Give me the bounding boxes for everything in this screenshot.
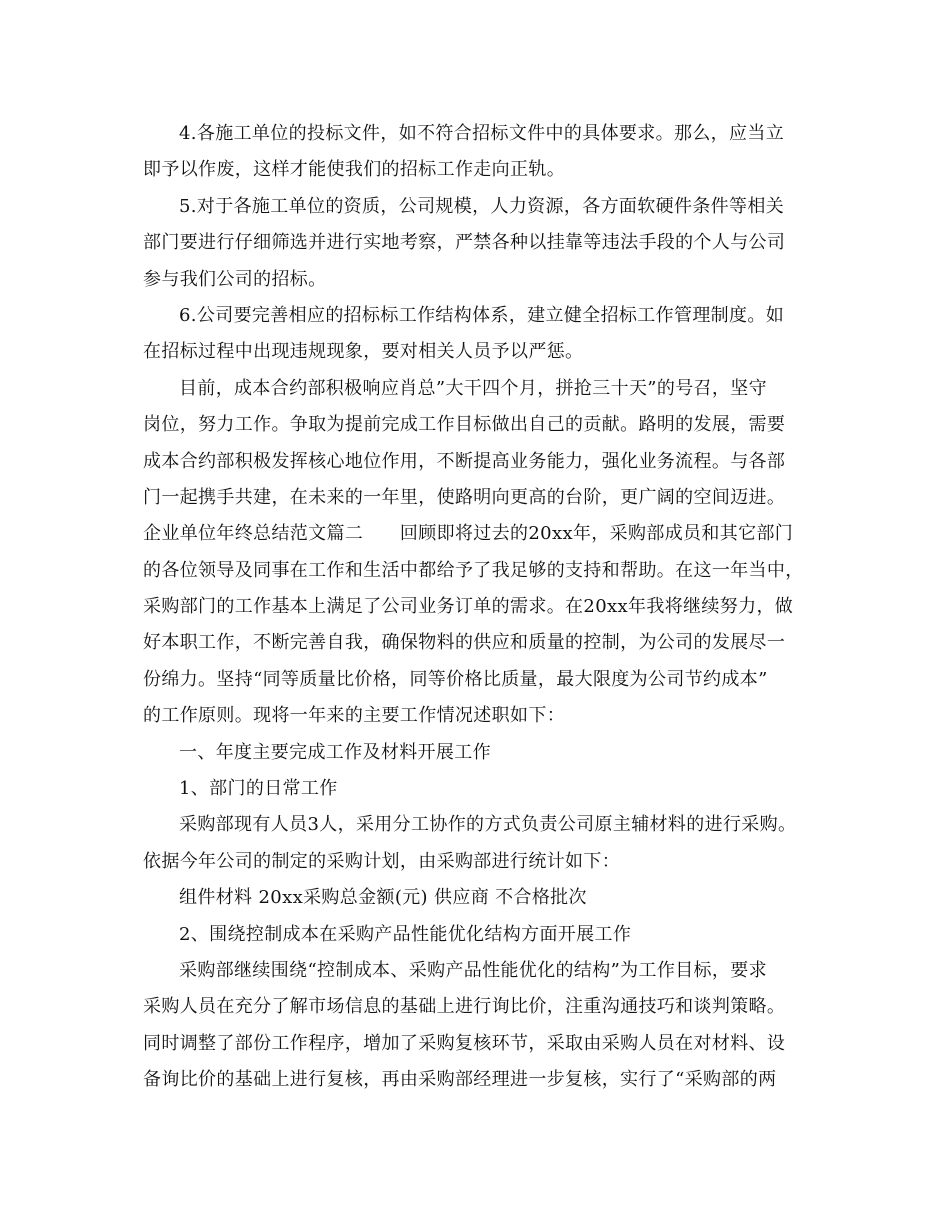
paragraph-line: 好本职工作，不断完善自我，确保物料的供应和质量的控制，为公司的发展尽一 xyxy=(143,632,786,654)
paragraph-line: 门一起携手共建，在未来的一年里，使路明向更高的台阶，更广阔的空间迈进。 xyxy=(143,486,786,508)
paragraph-line: 参与我们公司的招标。 xyxy=(143,268,327,290)
subheading-line: 1、部门的日常工作 xyxy=(179,778,338,800)
paragraph-line: 的各位领导及同事在工作和生活中都给予了我足够的支持和帮助。在这一年当中， xyxy=(143,559,804,581)
paragraph-line: 4.各施工单位的投标文件，如不符合招标文件中的具体要求。那么，应当立 xyxy=(179,123,785,144)
paragraph-line: 份绵力。坚持“同等质量比价格，同等价格比质量，最大限度为公司节约成本” xyxy=(143,668,768,690)
paragraph-line: 采购部继续围绕“控制成本、采购产品性能优化的结构”为工作目标，要求 xyxy=(179,959,767,981)
paragraph-line: 6.公司要完善相应的招标标工作结构体系，建立健全招标工作管理制度。如 xyxy=(179,304,785,326)
paragraph-line: 同时调整了部份工作程序，增加了采购复核环节，采取由采购人员在对材料、设 xyxy=(143,1032,786,1054)
paragraph-line: 即予以作废，这样才能使我们的招标工作走向正轨。 xyxy=(143,159,566,181)
paragraph-line: 在招标过程中出现违规现象，要对相关人员予以严惩。 xyxy=(143,341,584,363)
paragraph-line: 采购人员在充分了解市场信息的基础上进行询比价，注重沟通技巧和谈判策略。 xyxy=(143,996,786,1018)
paragraph-line: 岗位，努力工作。争取为提前完成工作目标做出自己的贡献。路明的发展，需要 xyxy=(143,414,786,436)
subheading-line: 一、年度主要完成工作及材料开展工作 xyxy=(179,741,491,763)
section-heading-line: 企业单位年终总结范文篇二 回顾即将过去的20xx年，采购部成员和其它部门 xyxy=(143,523,794,545)
paragraph-line: 采购部门的工作基本上满足了公司业务订单的需求。在20xx年我将继续努力，做 xyxy=(143,596,794,618)
document-body xyxy=(143,116,808,1099)
paragraph-line: 目前，成本合约部积极响应肖总”大干四个月，拼抢三十天”的号召，坚守 xyxy=(179,377,767,399)
paragraph-line: 5.对于各施工单位的资质，公司规模，人力资源，各方面软硬件条件等相关 xyxy=(179,195,785,217)
paragraph-line: 的工作原则。现将一年来的主要工作情况述职如下： xyxy=(143,705,566,727)
paragraph-line: 采购部现有人员3人，采用分工协作的方式负责公司原主辅材料的进行采购。 xyxy=(179,814,797,836)
paragraph-line: 备询比价的基础上进行复核，再由采购部经理进一步复核，实行了“采购部的两 xyxy=(143,1069,777,1091)
paragraph-line: 依据今年公司的制定的采购计划，由采购部进行统计如下： xyxy=(143,850,621,872)
paragraph-line: 部门要进行仔细筛选并进行实地考察，严禁各种以挂靠等违法手段的个人与公司 xyxy=(143,232,786,254)
table-header-line: 组件材料 20xx采购总金额(元) 供应商 不合格批次 xyxy=(179,887,587,909)
subheading-line: 2、围绕控制成本在采购产品性能优化结构方面开展工作 xyxy=(179,923,632,945)
paragraph-line: 成本合约部积极发挥核心地位作用，不断提高业务能力，强化业务流程。与各部 xyxy=(143,450,786,472)
